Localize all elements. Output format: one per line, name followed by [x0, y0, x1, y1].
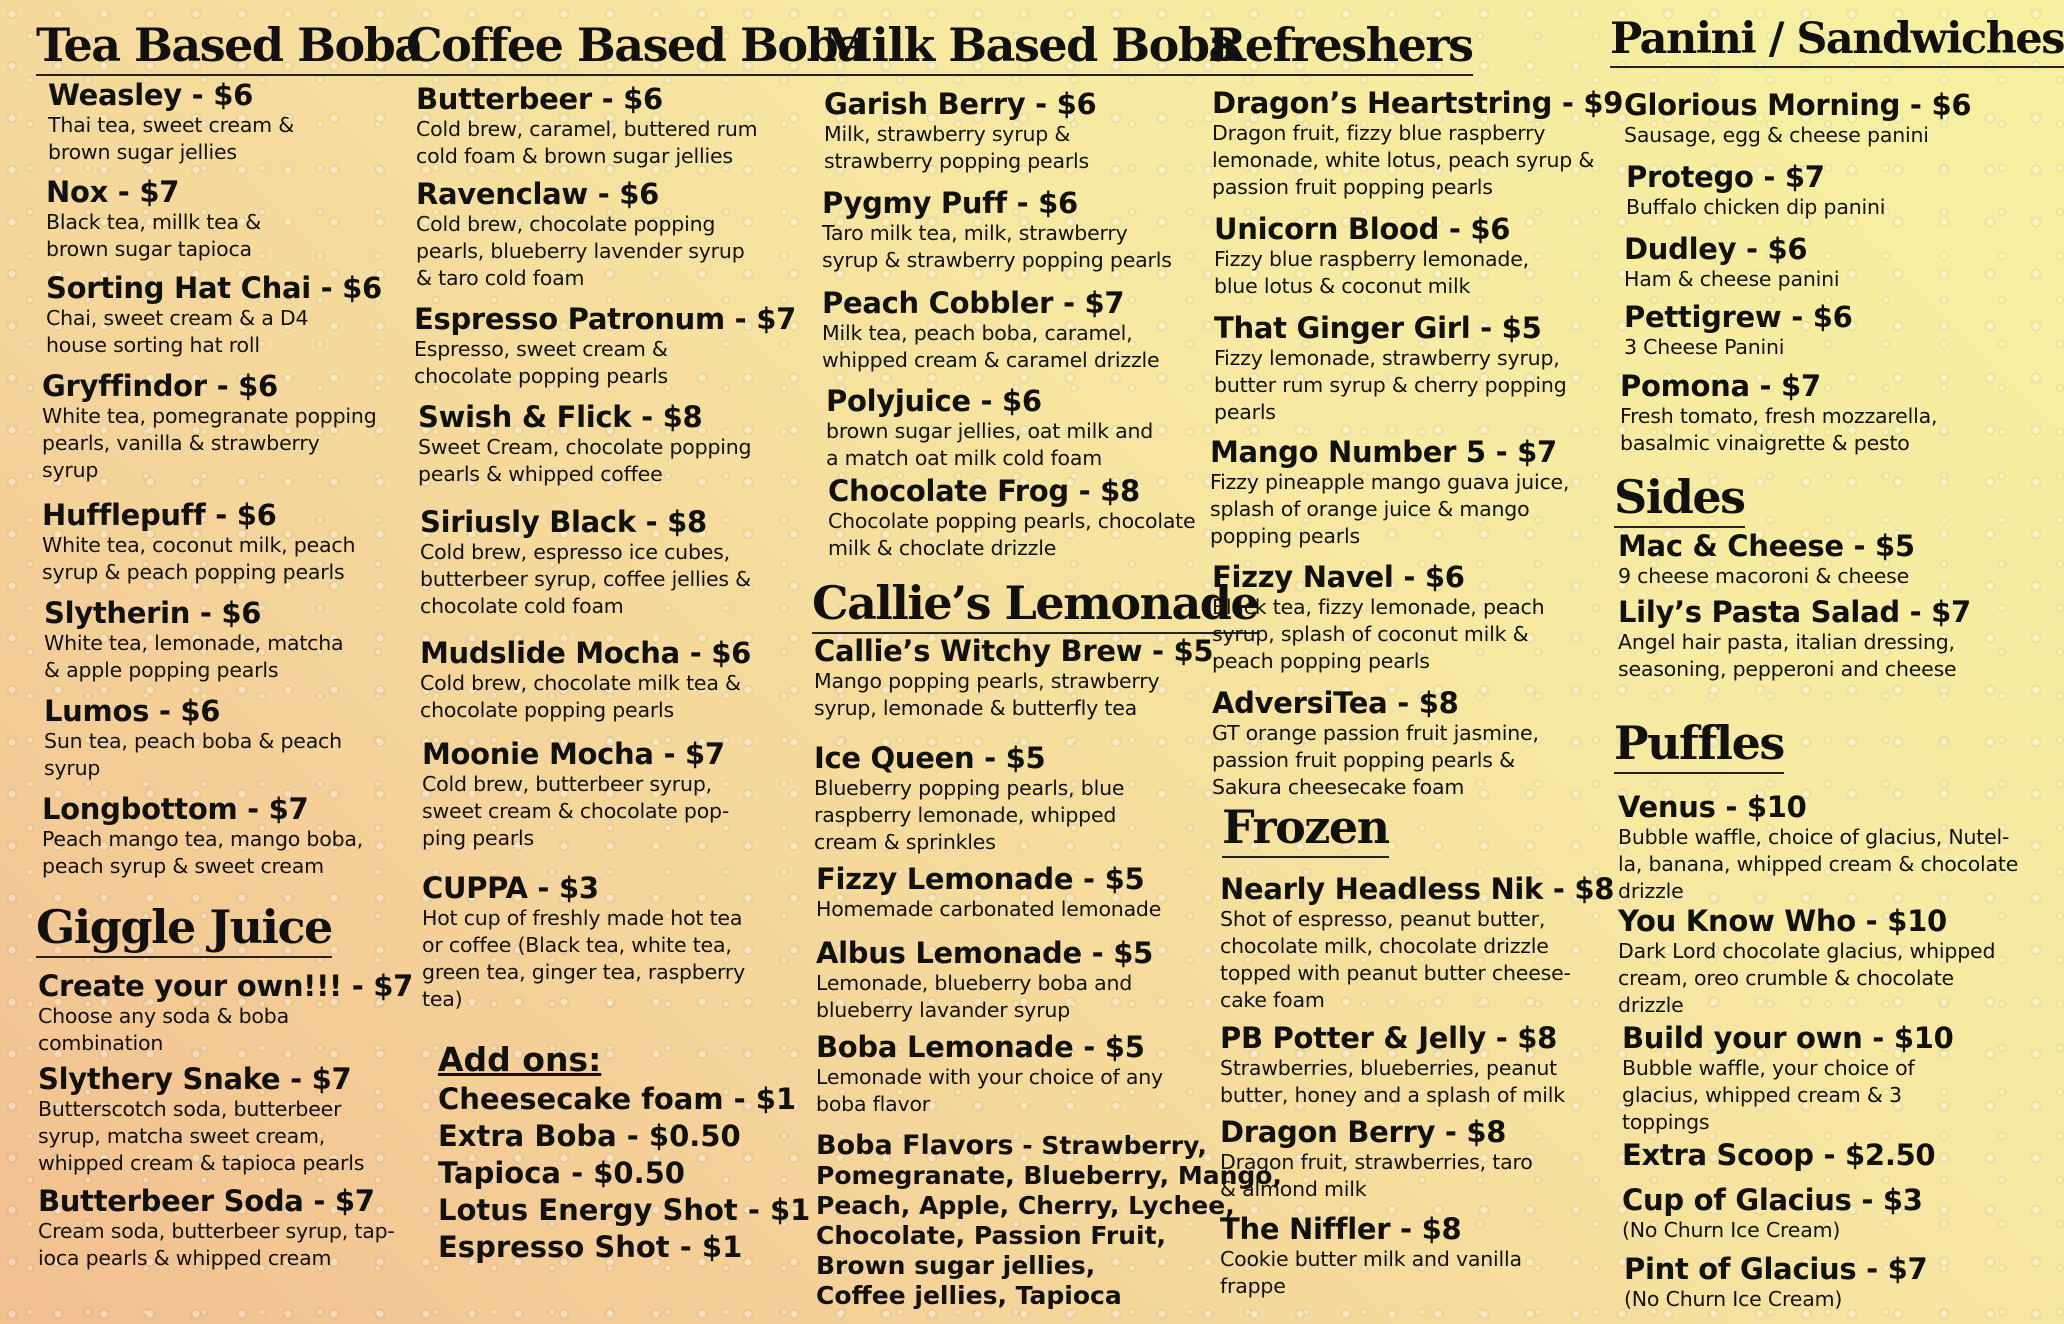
- menu-item-glorious-morning: Glorious Morning - $6 Sausage, egg & cheese panini: [1624, 88, 1972, 147]
- menu-item-you-know-who: You Know Who - $10 Dark Lord chocolate glacius, whipped cream, oreo crumble & chocolate drizzle: [1618, 904, 1996, 1017]
- menu-item-slytherin: Slytherin - $6 White tea, lemonade, matcha & apple popping pearls: [44, 596, 344, 682]
- boba-flavors-list: Boba Flavors - Strawberry, Pomegranate, Blueberry, Mango, Peach, Apple, Cherry, Lychee, Chocolate, Passion Fruit, Brown sugar jellies, Coffee jellies, Tapioca: [816, 1130, 1282, 1310]
- menu-item-extra-scoop: Extra Scoop - $2.50: [1622, 1138, 1936, 1172]
- section-title-milk-based-boba: Milk Based Boba: [822, 18, 1237, 76]
- menu-item-cuppa: CUPPA - $3 Hot cup of freshly made hot tea or coffee (Black tea, white tea, green tea, ginger tea, raspberry tea): [422, 871, 746, 1011]
- section-title-panini-sandwiches: Panini / Sandwiches: [1610, 14, 2064, 68]
- menu-item-boba-lemonade: Boba Lemonade - $5 Lemonade with your choice of any boba flavor: [816, 1030, 1163, 1116]
- menu-item-nearly-headless-nik: Nearly Headless Nik - $8 Shot of espresso, peanut butter, chocolate milk, chocolate drizzle topped with peanut butter cheese- cake foam: [1220, 872, 1615, 1012]
- menu-item-fizzy-navel: Fizzy Navel - $6 Black tea, fizzy lemonade, peach syrup, splash of coconut milk & peach popping pearls: [1212, 560, 1545, 673]
- section-title-callies-lemonade: Callie’s Lemonade: [812, 576, 1258, 634]
- menu-item-hufflepuff: Hufflepuff - $6 White tea, coconut milk, peach syrup & peach popping pearls: [42, 498, 356, 584]
- menu-item-weasley: Weasley - $6 Thai tea, sweet cream & brown sugar jellies: [48, 78, 295, 164]
- menu-item-nox: Nox - $7 Black tea, millk tea & brown sugar tapioca: [46, 175, 261, 261]
- menu-item-pomona: Pomona - $7 Fresh tomato, fresh mozzarella, basalmic vinaigrette & pesto: [1620, 369, 1938, 455]
- menu-item-chocolate-frog: Chocolate Frog - $8 Chocolate popping pearls, chocolate milk & choclate drizzle: [828, 474, 1196, 560]
- add-on-cheesecake-foam: Cheesecake foam - $1: [438, 1082, 797, 1116]
- menu-item-create-your-own: Create your own!!! - $7 Choose any soda & boba combination: [38, 969, 414, 1055]
- menu-item-ice-queen: Ice Queen - $5 Blueberry popping pearls, blue raspberry lemonade, whipped cream & sprinkles: [814, 741, 1125, 854]
- menu-item-albus-lemonade: Albus Lemonade - $5 Lemonade, blueberry boba and blueberry lavander syrup: [816, 936, 1153, 1022]
- menu-item-dragons-heartstring: Dragon’s Heartstring - $9 Dragon fruit, fizzy blue raspberry lemonade, white lotus, peach syrup & passion fruit popping pearls: [1212, 86, 1624, 199]
- menu-item-garish-berry: Garish Berry - $6 Milk, strawberry syrup & strawberry popping pearls: [824, 87, 1097, 173]
- add-on-tapioca: Tapioca - $0.50: [438, 1156, 685, 1190]
- menu-item-pygmy-puff: Pygmy Puff - $6 Taro milk tea, milk, strawberry syrup & strawberry popping pearls: [822, 186, 1172, 272]
- menu-item-sorting-hat-chai: Sorting Hat Chai - $6 Chai, sweet cream & a D4 house sorting hat roll: [46, 271, 382, 357]
- menu-item-dragon-berry: Dragon Berry - $8 Dragon fruit, strawberries, taro & almond milk: [1220, 1115, 1533, 1201]
- menu-item-gryffindor: Gryffindor - $6 White tea, pomegranate popping pearls, vanilla & strawberry syrup: [42, 369, 377, 482]
- menu-item-swish-flick: Swish & Flick - $8 Sweet Cream, chocolate popping pearls & whipped coffee: [418, 400, 752, 486]
- section-title-sides: Sides: [1614, 470, 1745, 528]
- menu-item-siriusly-black: Siriusly Black - $8 Cold brew, espresso ice cubes, butterbeer syrup, coffee jellies & chocolate cold foam: [420, 505, 751, 618]
- section-title-tea-based-boba: Tea Based Boba: [36, 18, 423, 76]
- menu-item-adversitea: AdversiTea - $8 GT orange passion fruit jasmine, passion fruit popping pearls & Sakura cheesecake foam: [1212, 686, 1539, 799]
- menu-item-unicorn-blood: Unicorn Blood - $6 Fizzy blue raspberry lemonade, blue lotus & coconut milk: [1214, 212, 1529, 298]
- menu-item-butterbeer: Butterbeer - $6 Cold brew, caramel, buttered rum cold foam & brown sugar jellies: [416, 82, 758, 168]
- menu-item-the-niffler: The Niffler - $8 Cookie butter milk and vanilla frappe: [1220, 1212, 1522, 1298]
- menu-item-espresso-patronum: Espresso Patronum - $7 Espresso, sweet cream & chocolate popping pearls: [414, 302, 796, 388]
- section-title-refreshers: Refreshers: [1208, 18, 1473, 76]
- menu-item-lilys-pasta-salad: Lily’s Pasta Salad - $7 Angel hair pasta, italian dressing, seasoning, pepperoni and cheese: [1618, 595, 1971, 681]
- boba-flavors-label: Boba Flavors: [816, 1130, 1014, 1161]
- menu-item-mudslide-mocha: Mudslide Mocha - $6 Cold brew, chocolate milk tea & chocolate popping pearls: [420, 636, 752, 722]
- section-title-puffles: Puffles: [1614, 716, 1784, 774]
- menu-item-pint-of-glacius: Pint of Glacius - $7 (No Churn Ice Cream): [1624, 1252, 1928, 1311]
- menu-item-fizzy-lemonade: Fizzy Lemonade - $5 Homemade carbonated lemonade: [816, 862, 1162, 921]
- menu-item-that-ginger-girl: That Ginger Girl - $5 Fizzy lemonade, strawberry syrup, butter rum syrup & cherry popping pearls: [1214, 311, 1567, 424]
- section-title-frozen: Frozen: [1222, 800, 1389, 858]
- menu-item-mango-number-5: Mango Number 5 - $7 Fizzy pineapple mango guava juice, splash of orange juice & mango popping pearls: [1210, 435, 1570, 548]
- add-on-lotus-energy-shot: Lotus Energy Shot - $1: [438, 1193, 811, 1227]
- menu-item-lumos: Lumos - $6 Sun tea, peach boba & peach syrup: [44, 694, 342, 780]
- menu-item-pettigrew: Pettigrew - $6 3 Cheese Panini: [1624, 300, 1853, 359]
- menu-item-longbottom: Longbottom - $7 Peach mango tea, mango boba, peach syrup & sweet cream: [42, 792, 364, 878]
- menu-item-callies-witchy-brew: Callie’s Witchy Brew - $5 Mango popping pearls, strawberry syrup, lemonade & butterfly tea: [814, 634, 1214, 720]
- add-on-espresso-shot: Espresso Shot - $1: [438, 1230, 743, 1264]
- menu-item-venus: Venus - $10 Bubble waffle, choice of glacius, Nutel- la, banana, whipped cream & chocolate drizzle: [1618, 790, 2019, 903]
- menu-item-polyjuice: Polyjuice - $6 brown sugar jellies, oat milk and a match oat milk cold foam: [826, 384, 1154, 470]
- menu-item-slythery-snake: Slythery Snake - $7 Butterscotch soda, butterbeer syrup, matcha sweet cream, whipped cream & tapioca pearls: [38, 1062, 365, 1175]
- add-ons-title: Add ons:: [438, 1040, 602, 1079]
- menu-item-moonie-mocha: Moonie Mocha - $7 Cold brew, butterbeer syrup, sweet cream & chocolate pop- ping pearls: [422, 737, 730, 850]
- menu-item-pb-potter-jelly: PB Potter & Jelly - $8 Strawberries, blueberries, peanut butter, honey and a splash of milk: [1220, 1021, 1565, 1107]
- menu-item-build-your-own: Build your own - $10 Bubble waffle, your choice of glacius, whipped cream & 3 toppings: [1622, 1021, 1954, 1134]
- menu-item-cup-of-glacius: Cup of Glacius - $3 (No Churn Ice Cream): [1622, 1183, 1923, 1242]
- section-title-giggle-juice: Giggle Juice: [36, 900, 332, 958]
- section-title-coffee-based-boba: Coffee Based Boba: [406, 18, 865, 76]
- add-on-extra-boba: Extra Boba - $0.50: [438, 1119, 741, 1153]
- menu-item-butterbeer-soda: Butterbeer Soda - $7 Cream soda, butterbeer syrup, tap- ioca pearls & whipped cream: [38, 1184, 395, 1270]
- menu-item-protego: Protego - $7 Buffalo chicken dip panini: [1626, 160, 1886, 219]
- menu-item-mac-cheese: Mac & Cheese - $5 9 cheese macoroni & cheese: [1618, 529, 1915, 588]
- menu-item-peach-cobbler: Peach Cobbler - $7 Milk tea, peach boba, caramel, whipped cream & caramel drizzle: [822, 286, 1160, 372]
- menu-item-dudley: Dudley - $6 Ham & cheese panini: [1624, 232, 1840, 291]
- menu-item-ravenclaw: Ravenclaw - $6 Cold brew, chocolate popping pearls, blueberry lavender syrup & taro cold foam: [416, 177, 745, 290]
